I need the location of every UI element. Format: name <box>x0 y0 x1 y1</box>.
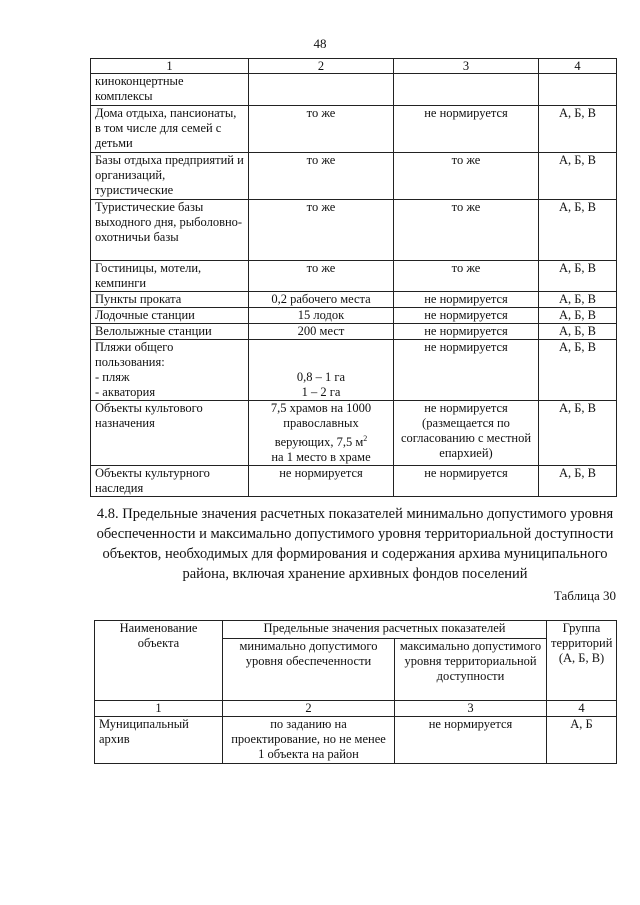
group-header: Предельные значения расчетных показателей <box>223 621 547 639</box>
religious-norm-line1: 7,5 храмов на 1000 православных <box>270 401 372 430</box>
lower-table <box>94 620 617 764</box>
territory-cell: А, Б, В <box>539 292 617 308</box>
header-cell: 4 <box>539 59 617 74</box>
table-row <box>91 74 617 106</box>
section-heading: 4.8. Предельные значения расчетных показателей минимально допустимого уровня обеспеченности и максимально допустимого уровня территориальной доступности объектов, необходимых для формирования и содержания архива муниципального района, включая хранение архивных фондов поселений <box>96 506 614 582</box>
territory-cell <box>539 74 617 106</box>
table-row <box>95 717 617 764</box>
territory-cell: А, Б, В <box>539 106 617 153</box>
page-number: 48 <box>313 36 327 51</box>
table-row <box>91 200 617 261</box>
territory-group-header: Группа территорий (А, Б, В) <box>547 621 617 701</box>
column-number: 3 <box>395 701 547 717</box>
max-level-cell: не нормируется <box>395 717 547 764</box>
column-number: 2 <box>223 701 395 717</box>
table-row <box>91 466 617 497</box>
value-cell: то же <box>394 153 539 200</box>
religious-norm-line3: на 1 место в храме <box>271 450 371 465</box>
value-cell <box>249 74 394 106</box>
value-cell: 200 мест <box>249 324 394 340</box>
object-name-cell: Объекты культового назначения <box>91 401 249 466</box>
value-cell: 0,2 рабочего места <box>249 292 394 308</box>
object-name-cell: Пункты проката <box>91 292 249 308</box>
object-name-cell <box>91 340 249 401</box>
object-name-cell: Гостиницы, мотели, кемпинги <box>91 261 249 292</box>
beaches-title: Пляжи общего пользования: <box>95 340 174 369</box>
water-norm: 1 – 2 га <box>301 385 341 399</box>
value-cell: не нормируется <box>394 466 539 497</box>
min-level-header: минимально допустимого уровня обеспеченности <box>223 639 395 701</box>
table-header-row <box>91 59 617 74</box>
header-cell: 3 <box>394 59 539 74</box>
object-name-cell: киноконцертные комплексы <box>91 74 249 106</box>
value-cell <box>394 74 539 106</box>
value-cell: не нормируется <box>394 308 539 324</box>
column-number-row <box>95 701 617 717</box>
object-name-cell: Объекты культурного наследия <box>91 466 249 497</box>
territory-cell: А, Б, В <box>539 340 617 401</box>
header-cell: 1 <box>91 59 249 74</box>
header-cell: 2 <box>249 59 394 74</box>
table-row <box>91 153 617 200</box>
territory-cell: А, Б, В <box>539 324 617 340</box>
value-cell: не нормируется <box>249 466 394 497</box>
value-cell: 15 лодок <box>249 308 394 324</box>
table-row <box>91 324 617 340</box>
beach-norm: 0,8 – 1 га <box>296 370 346 384</box>
table-row <box>91 261 617 292</box>
table-row <box>91 401 617 466</box>
beaches-sub-water: - акватория <box>95 385 156 399</box>
territory-cell: А, Б, В <box>539 308 617 324</box>
territory-cell: А, Б, В <box>539 261 617 292</box>
value-cell: то же <box>249 200 394 261</box>
column-number: 1 <box>95 701 223 717</box>
object-name-cell: Базы отдыха предприятий и организаций, туристические <box>91 153 249 200</box>
territory-cell: А, Б, В <box>539 200 617 261</box>
min-level-cell: по заданию на проектирование, но не менее 1 объекта на район <box>223 717 395 764</box>
territory-cell: А, Б <box>547 717 617 764</box>
upper-table <box>90 58 617 497</box>
table-row <box>91 292 617 308</box>
value-cell: то же <box>394 200 539 261</box>
territory-cell: А, Б, В <box>539 153 617 200</box>
beaches-sub-beach: - пляж <box>95 370 130 384</box>
object-name-cell: Дома отдыха, пансионаты, в том числе для семей с детьми <box>91 106 249 153</box>
table-row <box>91 340 617 401</box>
object-name-cell: Велолыжные станции <box>91 324 249 340</box>
value-cell: то же <box>249 153 394 200</box>
object-name-cell: Туристические базы выходного дня, рыболовно-охотничьи базы <box>91 200 249 261</box>
value-cell: не нормируется <box>394 106 539 153</box>
table-row <box>91 106 617 153</box>
territory-cell: А, Б, В <box>539 466 617 497</box>
object-name-cell: Муниципальный архив <box>95 717 223 764</box>
object-name-header: Наименование объекта <box>95 621 223 701</box>
value-cell <box>249 340 394 401</box>
territory-cell: А, Б, В <box>539 401 617 466</box>
value-cell: не нормируется <box>394 324 539 340</box>
object-name-cell: Лодочные станции <box>91 308 249 324</box>
column-number: 4 <box>547 701 617 717</box>
table-header-row <box>95 621 617 639</box>
value-cell: не нормируется <box>394 292 539 308</box>
value-cell: то же <box>249 261 394 292</box>
table-caption: Таблица 30 <box>553 588 616 603</box>
value-cell: то же <box>249 106 394 153</box>
value-cell <box>249 401 394 466</box>
table-row <box>91 308 617 324</box>
religious-norm-line2: верующих, 7,5 $м^2$ <box>274 434 368 450</box>
value-cell: не нормируется <box>394 340 539 401</box>
value-cell: не нормируется (размещается по согласованию с местной епархией) <box>394 401 539 466</box>
max-level-header: максимально допустимого уровня территориальной доступности <box>395 639 547 701</box>
value-cell: то же <box>394 261 539 292</box>
